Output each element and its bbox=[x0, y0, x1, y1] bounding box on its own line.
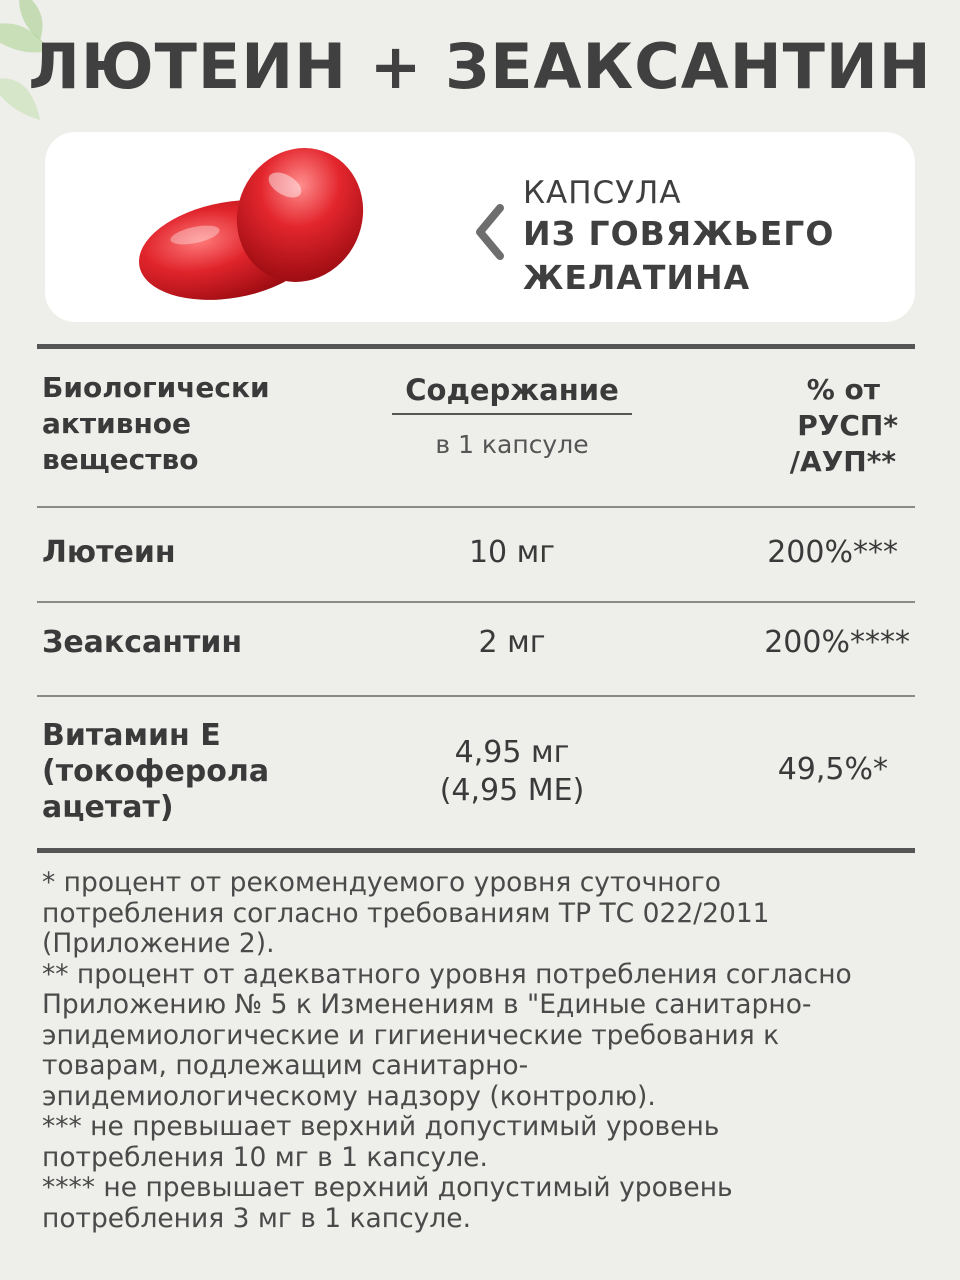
row-vitamin-e-amount bbox=[382, 734, 642, 810]
table-bottom-rule bbox=[37, 848, 915, 853]
table-top-rule bbox=[37, 344, 915, 349]
row-divider bbox=[37, 601, 915, 603]
header-content: Содержание bbox=[405, 373, 619, 407]
footnote-1: * процент от рекомендуемого уровня суточного потребления согласно требованиям ТР ТС 022/2011 (Приложение 2). bbox=[42, 867, 770, 959]
row-divider bbox=[37, 695, 915, 697]
footnote-4: **** не превышает верхний допустимый уровень потребления 3 мг в 1 капсуле. bbox=[42, 1172, 733, 1234]
row-vitamin-e-percent: 49,5%* bbox=[777, 752, 888, 787]
capsule-label-small: КАПСУЛА bbox=[523, 175, 682, 211]
capsule-label bbox=[523, 174, 834, 300]
header-percent-2: РУСП* bbox=[797, 409, 898, 442]
capsule-label-line2: ЖЕЛАТИНА bbox=[523, 258, 751, 297]
footnote-2: ** процент от адекватного уровня потребления согласно Приложению № 5 к Изменениям в "Единые санитарно- эпидемиологические и гигиенические требования к товарам, подлежащим санитарно- эпидемиологическому надзору (контролю). bbox=[42, 958, 852, 1112]
row-vitamin-e-name-1: Витамин Е bbox=[42, 718, 221, 753]
row-vitamin-e-name-2: (токоферола bbox=[42, 754, 270, 789]
header-substance: Биологически активное вещество bbox=[42, 371, 270, 476]
header-content-underline bbox=[392, 413, 632, 415]
header-percent-1: % от bbox=[806, 373, 880, 406]
row-vitamin-e-name-3: ацетат) bbox=[42, 790, 174, 825]
header-percent-3: /АУП** bbox=[789, 445, 896, 478]
row-vitamin-e-amount-2: (4,95 МЕ) bbox=[439, 773, 585, 808]
row-lutein-name: Лютеин bbox=[42, 535, 176, 570]
row-lutein-percent: 200%*** bbox=[767, 535, 898, 570]
row-vitamin-e-name bbox=[42, 718, 269, 826]
page-title: ЛЮТЕИН + ЗЕАКСАНТИН bbox=[28, 30, 932, 103]
capsules-image bbox=[135, 140, 375, 320]
capsule-card bbox=[45, 132, 915, 322]
capsule-label-line1: ИЗ ГОВЯЖЬЕГО bbox=[523, 214, 835, 253]
row-lutein-amount: 10 мг bbox=[468, 535, 556, 570]
footnote-3: *** не превышает верхний допустимый уровень потребления 10 мг в 1 капсуле. bbox=[42, 1111, 720, 1173]
row-zeaxanthin-amount: 2 мг bbox=[478, 625, 546, 660]
chevron-left-icon bbox=[470, 202, 510, 262]
row-zeaxanthin-name: Зеаксантин bbox=[42, 625, 243, 660]
footnotes bbox=[42, 868, 942, 1234]
row-vitamin-e-amount-1: 4,95 мг bbox=[454, 735, 570, 770]
row-zeaxanthin-percent: 200%**** bbox=[764, 625, 910, 660]
header-content-sub: в 1 капсуле bbox=[435, 430, 589, 459]
row-divider bbox=[37, 506, 915, 508]
